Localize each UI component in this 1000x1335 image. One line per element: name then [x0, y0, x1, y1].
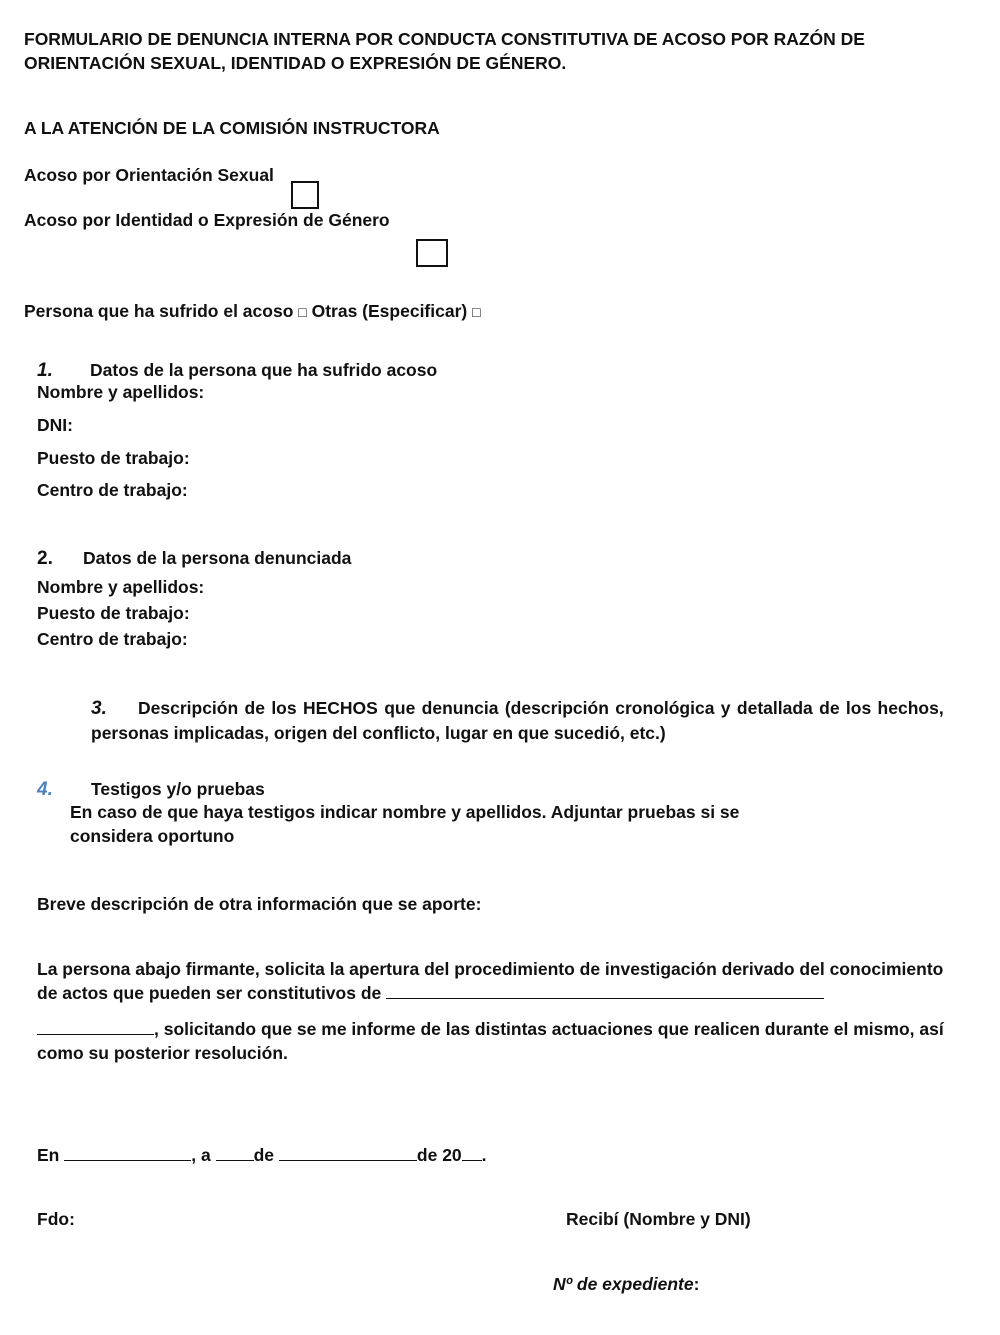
document-title: [24, 27, 865, 75]
received-label: Recibí (Nombre y DNI): [566, 1209, 751, 1229]
field-victim-dni: DNI:: [37, 415, 73, 435]
file-number: [553, 1272, 699, 1296]
section-2-title: Datos de la persona denunciada: [83, 548, 352, 568]
section-1-number: 1.: [37, 360, 53, 381]
date-de1-label: de: [253, 1145, 275, 1165]
section-2-number: 2.: [37, 548, 53, 569]
request-line-2-text: de actos que pueden ser constitutivos de: [37, 983, 382, 1003]
request-line-1: La persona abajo firmante, solicita la apertura del procedimiento de investigación derivado del conocimiento: [37, 959, 944, 979]
request-line-3-text: , solicitando que se me informe de las distintas actuaciones que realicen durante el mismo, así: [154, 1019, 944, 1039]
date-de2-label: de 20: [416, 1145, 462, 1165]
complainant-type-row: [24, 299, 481, 324]
field-accused-workplace: Centro de trabajo:: [37, 629, 188, 649]
field-victim-workplace: Centro de trabajo:: [37, 480, 188, 500]
file-number-label: Nº de expediente: [553, 1274, 694, 1294]
section-1-title: Datos de la persona que ha sufrido acoso: [90, 360, 438, 380]
checkbox-sexual-orientation[interactable]: [291, 181, 319, 209]
addressee: A LA ATENCIÓN DE LA COMISIÓN INSTRUCTORA: [24, 118, 440, 138]
checkbox-gender-identity[interactable]: [416, 239, 448, 267]
checkbox-other[interactable]: □: [472, 304, 481, 320]
field-accused-job: Puesto de trabajo:: [37, 603, 190, 623]
section-3-line-2: personas implicadas, origen del conflicto, lugar en que sucedió, etc.): [91, 723, 666, 743]
checkbox-victim[interactable]: □: [298, 304, 307, 320]
request-line-2: [37, 981, 824, 1005]
harassment-type-sexual-orientation-label: Acoso por Orientación Sexual: [24, 165, 274, 185]
field-victim-job: Puesto de trabajo:: [37, 448, 190, 468]
conduct-type-blank-continued[interactable]: [37, 1018, 154, 1035]
date-line: [37, 1143, 487, 1167]
year-blank[interactable]: [462, 1144, 482, 1161]
complainant-victim-label: Persona que ha sufrido el acoso: [24, 301, 294, 321]
signature-label: Fdo:: [37, 1209, 75, 1229]
section-4-number: 4.: [37, 779, 53, 800]
complainant-other-label: Otras (Especificar): [311, 301, 468, 321]
field-accused-name: Nombre y apellidos:: [37, 577, 205, 597]
title-line-1: FORMULARIO DE DENUNCIA INTERNA POR CONDUCTA CONSTITUTIVA DE ACOSO POR RAZÓN DE: [24, 29, 865, 49]
section-3-title: Descripción de los HECHOS que denuncia (descripción cronológica y detallada de los hechos,: [138, 698, 944, 718]
place-blank[interactable]: [64, 1144, 191, 1161]
date-end: .: [481, 1145, 487, 1165]
section-3-line-1: [91, 696, 986, 721]
section-4-instructions-line-2: considera oportuno: [70, 826, 235, 846]
date-a-label: , a: [191, 1145, 211, 1165]
section-4-heading: [37, 777, 265, 802]
field-victim-name: Nombre y apellidos:: [37, 382, 205, 402]
month-blank[interactable]: [279, 1144, 417, 1161]
title-line-2: ORIENTACIÓN SEXUAL, IDENTIDAD O EXPRESIÓN DE GÉNERO.: [24, 53, 567, 73]
conduct-type-blank[interactable]: [386, 982, 824, 999]
section-3-heading: [91, 696, 986, 745]
section-4-instructions-line-1: En caso de que haya testigos indicar nombre y apellidos. Adjuntar pruebas si se: [70, 802, 740, 822]
file-number-colon: :: [693, 1274, 700, 1294]
section-4-title: Testigos y/o pruebas: [91, 779, 265, 799]
other-info-label: Breve descripción de otra información que se aporte:: [37, 894, 482, 914]
section-3-number: 3.: [91, 698, 107, 719]
section-2-heading: [37, 546, 351, 571]
harassment-type-gender-identity-label: Acoso por Identidad o Expresión de Género: [24, 210, 390, 230]
request-line-3: [37, 1017, 944, 1041]
day-blank[interactable]: [216, 1144, 254, 1161]
request-line-4: como su posterior resolución.: [37, 1043, 288, 1063]
date-en-label: En: [37, 1145, 60, 1165]
